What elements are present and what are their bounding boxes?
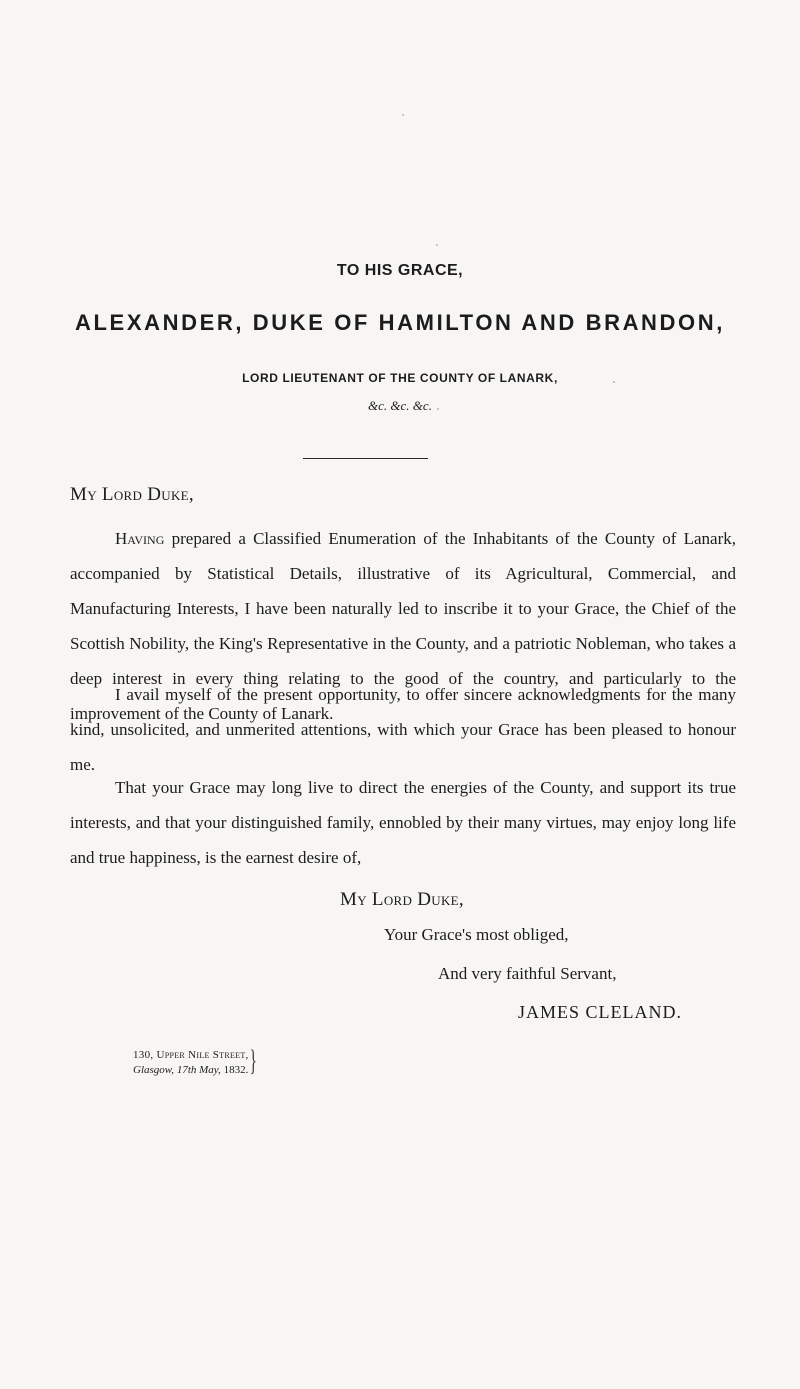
closing-line-2: And very faithful Servant, <box>438 964 617 983</box>
dedication-to: TO HIS GRACE, <box>336 262 464 279</box>
dedicatee-title: LORD LIEUTENANT OF THE COUNTY OF LANARK, <box>242 371 558 385</box>
letter-paragraph-3: That your Grace may long live to direct the energies of the County, and support its true interests, and that your distinguished family, ennobled by their many virtues, may enjoy long life and true happiness, is the earnest desire of, <box>70 778 736 867</box>
address-brace-icon: } <box>249 1044 257 1077</box>
address-street: 130, Upper Nile Street, <box>133 1049 249 1061</box>
address-place-date <box>133 1063 249 1078</box>
sender-address <box>133 1048 249 1078</box>
signature: JAMES CLELAND. <box>518 1002 683 1022</box>
paragraph-lead-word: Having <box>115 529 165 548</box>
dedication-etc: &c. &c. &c. <box>368 398 432 413</box>
paragraph-1-text: prepared a Classified Enumeration of the Inhabitants of the County of Lanark, accompanied by Statistical Details, illustrative of its Agricultural, Commercial, and Manufacturing Interests, I have been naturally led to inscribe it to your Grace, the Chief of the Scottish Nobility, the King's Representative in the County, and a patriotic Nobleman, who takes a deep interest in every thing relating to the good of the country, and particularly to the improvement of the County of Lanark. <box>70 529 736 723</box>
closing-salutation: My Lord Duke, <box>340 889 464 910</box>
letter-paragraph-2: I avail myself of the present opportunity, to offer sincere acknowledgments for the many kind, unsolicited, and unmerited attentions, with which your Grace has been pleased to honour me. <box>70 685 736 774</box>
salutation: My Lord Duke, <box>70 484 194 505</box>
address-city: Glasgow, <box>133 1064 175 1076</box>
address-date: 17th May, <box>176 1064 221 1076</box>
address-year: 1832. <box>223 1064 249 1076</box>
paper-speck <box>402 114 404 116</box>
closing-line-1: Your Grace's most obliged, <box>384 925 569 944</box>
dedicatee-name: ALEXANDER, DUKE OF HAMILTON AND BRANDON, <box>75 310 725 335</box>
section-divider <box>303 458 428 459</box>
paper-speck <box>436 244 438 246</box>
